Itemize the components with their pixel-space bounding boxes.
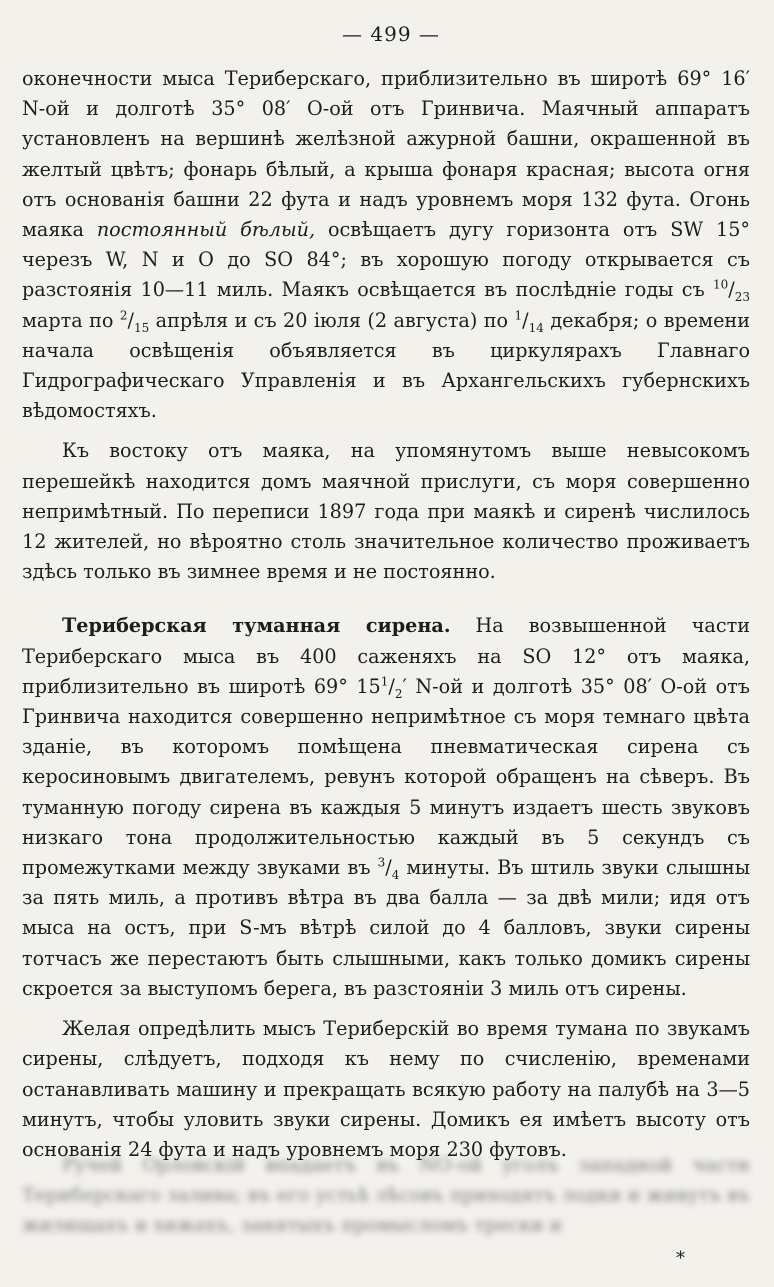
fraction-denominator: 4 xyxy=(391,867,400,882)
paragraph-lighthouse: оконечности мыса Териберскаго, приблизительно въ широтѣ 69° 16′ N-ой и долготѣ 35° 08′ О-ой отъ Гринвича. Маячный аппаратъ установленъ на вершинѣ желѣзной ажурной башни, окрашенной въ желтый цвѣтъ; фонарь бѣлый, а крыша фонаря красная; высота огня отъ основанія башни 22 фута и надъ уровнемъ моря 132 фута. Огонь маяка постоянный бѣлый, освѣщаетъ дугу горизонта отъ SW 15° черезъ W, N и O до SO 84°; въ хорошую погоду открывается съ разстоянія 10—11 миль. Маякъ освѣщается въ послѣдніе годы съ $^{10}/_{23}$ марта по $^2/_{15}$ апрѣля и съ 20 іюля (2 августа) по $^1/_{14}$ декабря; о времени начала освѣщенія объявляется въ циркулярахъ Главнаго Гидрографическаго Управленія и въ Архангельскихъ губернскихъ вѣдомостяхъ. xyxy=(22,67,751,423)
section-heading: Териберская туманная сирена. xyxy=(62,614,451,638)
text-run: На возвышенной части Териберскаго мыса въ 400 саженяхъ на SO 12° отъ маяка, приблизительно въ широтѣ 69° 15 xyxy=(22,614,750,698)
paragraph-fog-navigation: Желая опредѣлить мысъ Териберскій во время тумана по звукамъ сирены, слѣдуетъ, подходя къ нему по счисленію, временами останавливать машину и прекращать всякую работу на палубѣ на 3—5 минутъ, чтобы уловить звуки сирены. Домикъ ея имѣетъ высоту отъ основанія 24 фута и надъ уровнемъ моря 230 футовъ. xyxy=(22,1017,750,1161)
text-run: ′ N-ой и долготѣ 35° 08′ О-ой отъ Гринвича находится совершенно непримѣтное съ моря темнаго цвѣта зданіе, въ которомъ помѣщена пневматическая сирена съ керосиновымъ двигателемъ, ревунъ которой обращенъ на сѣверъ. Въ туманную погоду сирена въ каждыя 5 минутъ издаетъ шесть звуковъ низкаго тона продолжительностью каждый въ 5 секундъ съ промежутками между звуками въ xyxy=(22,674,750,880)
text-run: минуты. Въ штиль звуки слышны за пять миль, а противъ вѣтра въ два балла — за двѣ мили; идя отъ мыса на остъ, при S-мъ вѣтрѣ силой до 4 балловъ, звуки сирены тотчасъ же перестаютъ быть слышными, какъ только домикъ сирены скроется за выступомъ берега, въ разстояніи 3 миль отъ сирены. xyxy=(22,856,751,1000)
italic-text: постоянный бѣлый, xyxy=(96,218,316,242)
fraction-numerator: 2 xyxy=(119,308,128,323)
fraction-denominator: 23 xyxy=(734,290,750,305)
fraction-denominator: 2 xyxy=(394,686,403,701)
text-run: освѣщаетъ дугу горизонта отъ SW 15° черезъ W, N и O до SO 84°; въ хорошую погоду открывается съ разстоянія 10—11 миль. Маякъ освѣщается въ послѣдніе годы съ xyxy=(22,218,750,302)
text-run: апрѣля и съ 20 іюля (2 августа) по xyxy=(149,308,515,332)
fraction-numerator: 10 xyxy=(712,278,729,293)
document-page xyxy=(22,22,750,1165)
paragraph-fog-siren: Териберская туманная сирена. На возвышенной части Териберскаго мыса въ 400 саженяхъ на SO 12° отъ маяка, приблизительно въ широтѣ 69° $15^1/_2'$ N-ой и долготѣ 35° 08′ О-ой отъ Гринвича находится совершенно непримѣтное съ моря темнаго цвѣта зданіе, въ которомъ помѣщена пневматическая сирена съ керосиновымъ двигателемъ, ревунъ которой обращенъ на сѣверъ. Въ туманную погоду сирена въ каждыя 5 минутъ издаетъ шесть звуковъ низкаго тона продолжительностью каждый въ 5 секундъ съ промежутками между звуками въ $^3/_4$ минуты. Въ штиль звуки слышны за пять миль, а противъ вѣтра въ два балла — за двѣ мили; идя отъ мыса на остъ, при S-мъ вѣтрѣ силой до 4 балловъ, звуки сирены тотчасъ же перестаютъ быть слышными, какъ только домикъ сирены скроется за выступомъ берега, въ разстояніи 3 миль отъ сирены. xyxy=(22,614,751,1000)
footnote-mark: * xyxy=(676,1248,685,1269)
body-text xyxy=(22,64,750,1165)
fraction-denominator: 15 xyxy=(133,320,150,335)
fraction-numerator: 3 xyxy=(377,855,386,870)
fraction-denominator: 14 xyxy=(528,320,544,335)
page-number: — 499 — xyxy=(342,22,440,46)
text-run: марта по xyxy=(22,308,120,332)
text-run: оконечности мыса Териберскаго, приблизительно въ широтѣ 69° 16′ N-ой и долготѣ 35° 08′ О-ой отъ Гринвича. Маячный аппаратъ установленъ на вершинѣ желѣзной ажурной башни, окрашенной въ желтый цвѣтъ; фонарь бѣлый, а крыша фонаря красная; высота огня отъ основанія башни 22 фута и надъ уровнемъ моря 132 фута. Огонь маяка xyxy=(22,67,750,242)
paragraph-staff-house: Къ востоку отъ маяка, на упомянутомъ выше невысокомъ перешейкѣ находится домъ маячной прислуги, съ моря совершенно непримѣтный. По переписи 1897 года при маякѣ и сиренѣ числилось 12 жителей, но вѣроятно столь значительное количество проживаетъ здѣсь только въ зимнее время и не постоянно. xyxy=(22,439,750,584)
fraction-numerator: 1 xyxy=(380,674,389,689)
text-run: декабря; о времени начала освѣщенія объявляется въ циркулярахъ Главнаго Гидрографическаго Управленія и въ Архангельскихъ губернскихъ вѣдомостяхъ. xyxy=(22,308,751,423)
fraction-numerator: 1 xyxy=(514,308,523,323)
blurred-paragraph: Ручей Орловскій впадаетъ въ NO-ой уголъ западной части Териберскаго залива; въ его устьѣ лѣсовъ приходятъ лодки и живутъ въ жилищахъ и хижахъ, занятыхъ промысломъ трески и xyxy=(22,1154,750,1236)
